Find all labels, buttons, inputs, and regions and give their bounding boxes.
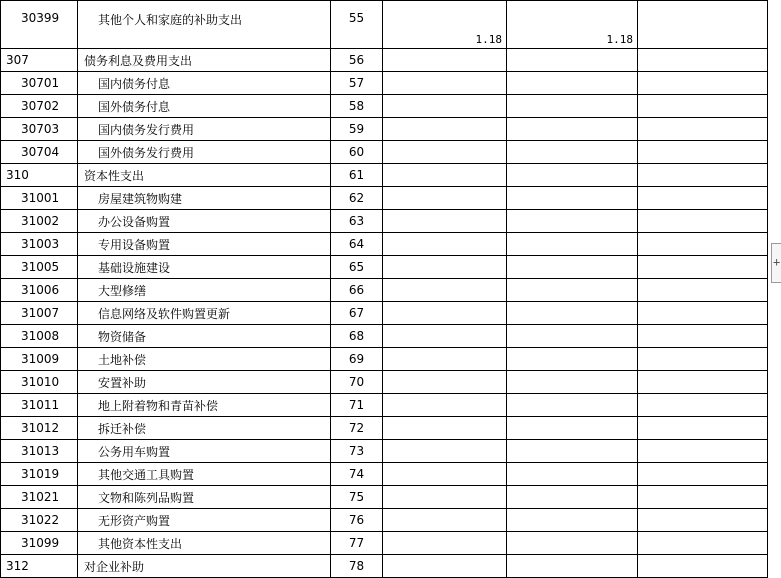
table-row [1,417,768,440]
row-line-number-cell[interactable]: 70 [331,371,383,394]
row-line-number-cell[interactable]: 61 [331,164,383,187]
row-line-number-cell[interactable]: 66 [331,279,383,302]
row-name-cell[interactable]: 国外债务发行费用 [78,141,331,164]
row-code-cell[interactable]: 31008 [1,325,78,348]
row-empty-cell[interactable] [638,302,768,325]
row-amount1-cell[interactable] [383,164,507,187]
row-name-cell[interactable]: 专用设备购置 [78,233,331,256]
row-name-cell[interactable]: 其他资本性支出 [78,532,331,555]
table-row [1,394,768,417]
row-empty-cell[interactable] [638,532,768,555]
table-row [1,440,768,463]
row-line-number-cell[interactable]: 78 [331,555,383,578]
row-name-cell[interactable]: 信息网络及软件购置更新 [78,302,331,325]
row-line-number-cell[interactable]: 58 [331,95,383,118]
row-line-number-cell[interactable]: 69 [331,348,383,371]
row-code-cell[interactable]: 30399 [1,1,78,49]
table-row [1,187,768,210]
table-row [1,118,768,141]
row-amount2-cell[interactable] [507,187,638,210]
table-row [1,302,768,325]
row-line-number-cell[interactable]: 75 [331,486,383,509]
row-amount1-cell[interactable] [383,141,507,164]
row-amount1-cell[interactable] [383,486,507,509]
row-amount2-cell[interactable] [507,95,638,118]
row-code-cell[interactable]: 31022 [1,509,78,532]
row-empty-cell[interactable] [638,95,768,118]
row-empty-cell[interactable] [638,417,768,440]
row-name-cell[interactable]: 办公设备购置 [78,210,331,233]
row-code-cell[interactable]: 31009 [1,348,78,371]
row-amount1-cell[interactable] [383,187,507,210]
row-code-cell[interactable]: 31010 [1,371,78,394]
row-code-cell[interactable]: 31006 [1,279,78,302]
row-line-number-cell[interactable]: 73 [331,440,383,463]
row-amount2-cell[interactable] [507,118,638,141]
row-line-number-cell[interactable]: 57 [331,72,383,95]
row-line-number-cell[interactable]: 55 [331,1,383,49]
row-amount2-cell[interactable] [507,371,638,394]
row-amount2-cell[interactable] [507,210,638,233]
row-amount1-cell[interactable] [383,210,507,233]
row-empty-cell[interactable] [638,440,768,463]
table-row [1,233,768,256]
row-empty-cell[interactable] [638,118,768,141]
row-empty-cell[interactable] [638,279,768,302]
row-code-cell[interactable]: 310 [1,164,78,187]
row-amount2-cell[interactable] [507,417,638,440]
row-amount2-cell[interactable] [507,486,638,509]
row-amount1-cell[interactable] [383,440,507,463]
row-amount2-cell[interactable] [507,463,638,486]
row-name-cell[interactable]: 文物和陈列品购置 [78,486,331,509]
table-row [1,141,768,164]
table-row [1,256,768,279]
table-row [1,509,768,532]
row-code-cell[interactable]: 31011 [1,394,78,417]
expand-side-tab[interactable] [771,243,781,283]
row-amount2-cell[interactable] [507,555,638,578]
row-name-cell[interactable]: 地上附着物和青苗补偿 [78,394,331,417]
row-line-number-cell[interactable]: 68 [331,325,383,348]
row-name-cell[interactable]: 房屋建筑物购建 [78,187,331,210]
table-row [1,279,768,302]
row-amount2-cell[interactable] [507,49,638,72]
row-amount2-cell[interactable] [507,532,638,555]
row-line-number-cell[interactable]: 64 [331,233,383,256]
row-name-cell[interactable]: 基础设施建设 [78,256,331,279]
row-amount1-cell[interactable] [383,371,507,394]
row-empty-cell[interactable] [638,141,768,164]
row-amount1-cell[interactable] [383,325,507,348]
row-amount2-cell[interactable] [507,279,638,302]
table-row [1,210,768,233]
row-amount1-cell[interactable] [383,72,507,95]
row-amount2-cell[interactable] [507,141,638,164]
row-name-cell[interactable]: 大型修缮 [78,279,331,302]
row-empty-cell[interactable] [638,348,768,371]
row-empty-cell[interactable] [638,486,768,509]
row-name-cell[interactable]: 资本性支出 [78,164,331,187]
row-amount1-cell[interactable] [383,256,507,279]
row-empty-cell[interactable] [638,371,768,394]
table-row [1,532,768,555]
row-name-cell[interactable]: 公务用车购置 [78,440,331,463]
row-amount1-cell[interactable] [383,95,507,118]
row-empty-cell[interactable] [638,509,768,532]
row-code-cell[interactable]: 31012 [1,417,78,440]
row-amount2-cell[interactable] [507,325,638,348]
row-code-cell[interactable]: 31003 [1,233,78,256]
row-code-cell[interactable]: 31019 [1,463,78,486]
row-amount1-cell[interactable] [383,532,507,555]
row-line-number-cell[interactable]: 74 [331,463,383,486]
row-code-cell[interactable]: 312 [1,555,78,578]
row-name-cell[interactable]: 国外债务付息 [78,95,331,118]
table-row [1,72,768,95]
row-name-cell[interactable]: 其他个人和家庭的补助支出 [78,1,331,49]
row-empty-cell[interactable] [638,164,768,187]
table-row [1,1,768,49]
row-amount1-cell[interactable] [383,417,507,440]
table-row [1,463,768,486]
row-line-number-cell[interactable]: 71 [331,394,383,417]
row-amount2-cell[interactable] [507,509,638,532]
table-row [1,555,768,578]
row-empty-cell[interactable] [638,187,768,210]
row-line-number-cell[interactable]: 63 [331,210,383,233]
row-line-number-cell[interactable]: 67 [331,302,383,325]
table-row [1,95,768,118]
table-row [1,486,768,509]
row-empty-cell[interactable] [638,1,768,49]
row-amount2-cell[interactable] [507,348,638,371]
row-amount1-cell[interactable] [383,302,507,325]
table-row [1,164,768,187]
row-line-number-cell[interactable]: 59 [331,118,383,141]
row-empty-cell[interactable] [638,49,768,72]
row-code-cell[interactable]: 31021 [1,486,78,509]
row-code-cell[interactable]: 30703 [1,118,78,141]
table-row [1,49,768,72]
row-amount2-cell[interactable] [507,440,638,463]
row-name-cell[interactable]: 国内债务付息 [78,72,331,95]
row-amount2-cell[interactable] [507,233,638,256]
row-empty-cell[interactable] [638,394,768,417]
row-code-cell[interactable]: 307 [1,49,78,72]
row-empty-cell[interactable] [638,256,768,279]
row-amount1-cell[interactable] [383,555,507,578]
row-name-cell[interactable]: 对企业补助 [78,555,331,578]
row-code-cell[interactable]: 31002 [1,210,78,233]
row-line-number-cell[interactable]: 72 [331,417,383,440]
row-amount1-cell[interactable] [383,233,507,256]
row-amount1-cell[interactable] [383,463,507,486]
plus-icon: + [773,255,781,269]
row-name-cell[interactable]: 无形资产购置 [78,509,331,532]
row-name-cell[interactable]: 拆迁补偿 [78,417,331,440]
row-empty-cell[interactable] [638,325,768,348]
row-name-cell[interactable]: 债务利息及费用支出 [78,49,331,72]
table-row [1,371,768,394]
row-empty-cell[interactable] [638,210,768,233]
row-amount1-cell[interactable] [383,394,507,417]
table-row [1,348,768,371]
row-amount2-cell[interactable]: 1.18 [507,1,638,49]
row-amount2-cell[interactable] [507,256,638,279]
row-code-cell[interactable]: 30701 [1,72,78,95]
row-amount2-cell[interactable] [507,72,638,95]
row-name-cell[interactable]: 物资储备 [78,325,331,348]
row-amount2-cell[interactable] [507,302,638,325]
row-amount1-cell[interactable]: 1.18 [383,1,507,49]
row-amount1-cell[interactable] [383,118,507,141]
row-line-number-cell[interactable]: 65 [331,256,383,279]
row-line-number-cell[interactable]: 76 [331,509,383,532]
row-amount2-cell[interactable] [507,394,638,417]
row-amount1-cell[interactable] [383,279,507,302]
row-code-cell[interactable]: 30702 [1,95,78,118]
row-code-cell[interactable]: 31005 [1,256,78,279]
row-code-cell[interactable]: 31013 [1,440,78,463]
row-empty-cell[interactable] [638,72,768,95]
row-name-cell[interactable]: 国内债务发行费用 [78,118,331,141]
row-line-number-cell[interactable]: 77 [331,532,383,555]
row-line-number-cell[interactable]: 56 [331,49,383,72]
row-code-cell[interactable]: 30704 [1,141,78,164]
row-amount1-cell[interactable] [383,509,507,532]
row-code-cell[interactable]: 31007 [1,302,78,325]
row-code-cell[interactable]: 31001 [1,187,78,210]
row-empty-cell[interactable] [638,555,768,578]
row-empty-cell[interactable] [638,463,768,486]
row-amount1-cell[interactable] [383,348,507,371]
row-amount2-cell[interactable] [507,164,638,187]
row-code-cell[interactable]: 31099 [1,532,78,555]
row-name-cell[interactable]: 土地补偿 [78,348,331,371]
row-empty-cell[interactable] [638,233,768,256]
row-amount1-cell[interactable] [383,49,507,72]
row-name-cell[interactable]: 其他交通工具购置 [78,463,331,486]
row-name-cell[interactable]: 安置补助 [78,371,331,394]
row-line-number-cell[interactable]: 62 [331,187,383,210]
table-row [1,325,768,348]
row-line-number-cell[interactable]: 60 [331,141,383,164]
